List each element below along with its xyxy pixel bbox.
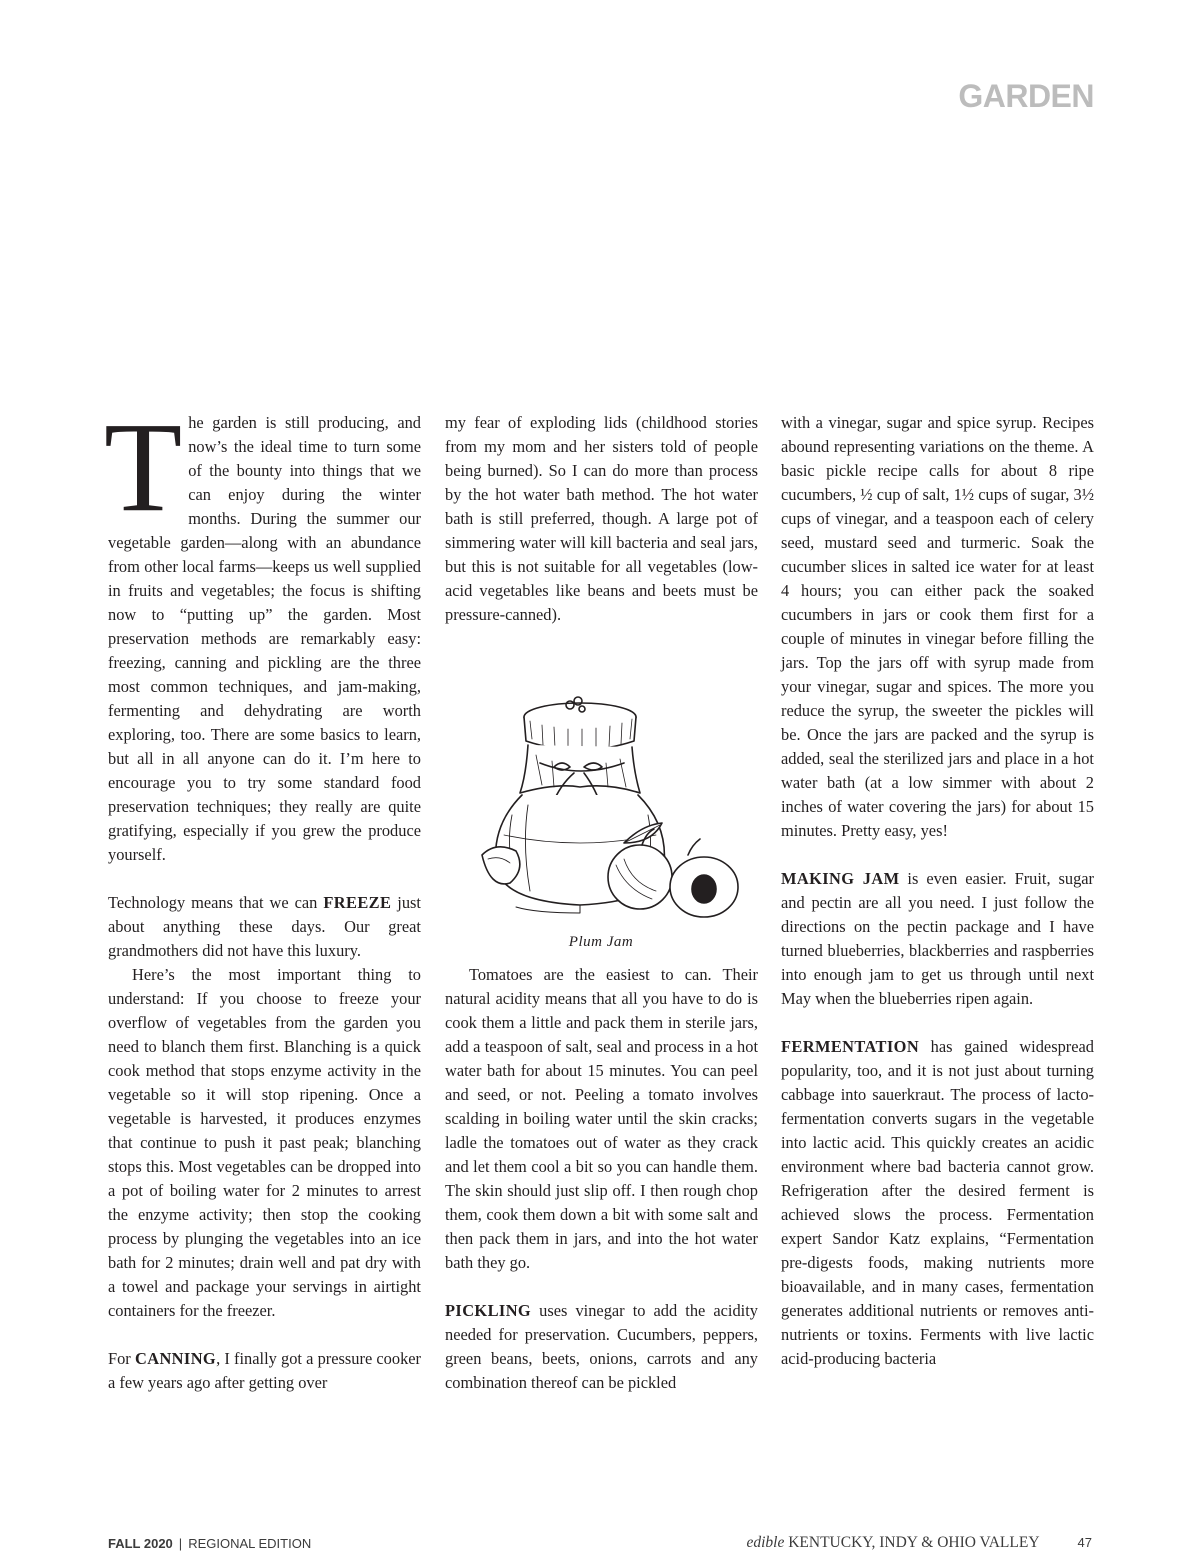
page-number: 47 xyxy=(1077,1535,1092,1550)
footer-brand: edible xyxy=(746,1534,785,1551)
making-jam-paragraph: MAKING JAM is even easier. Fruit, sugar and pectin are all you need. I just follow the directions on the pectin package and I have turned blueberries, blackberries and raspberries into enough jam to get us through until next May when the blueberries ripen again. xyxy=(781,869,1095,1008)
article-column-3 xyxy=(781,411,1094,1471)
pickling-continued-paragraph: with a vinegar, sugar and spice syrup. Recipes abound representing variations on the theme. A basic pickle recipe calls for about 8 ripe cucumbers, ½ cup of salt, 1½ cups of sugar, 3½ cups of vinegar, and a teaspoon each of celery seed, mustard seed and turmeric. Soak the cucumber slices in salted ice water for at least 4 hours; you can either pack the soaked cucumbers in jars or cook them first for a couple of minutes in vinegar before filling the jars. Top the jars off with syrup made from your vinegar, sugar and spices. The more you reduce the syrup, the sweeter the pickles will be. Once the jars are packed and the syrup is added, seal the sterilized jars and place in a hot water bath (at a low simmer with about 2 inches of water covering the jars) for about 15 minutes. Pretty easy, yes! xyxy=(781,413,1094,840)
canning-heading: CANNING xyxy=(134,1349,217,1368)
freeze-heading: FREEZE xyxy=(323,893,392,912)
canning-paragraph: For CANNING, I finally got a pressure cooker a few years ago after getting over xyxy=(108,1349,421,1392)
section-label: GARDEN xyxy=(958,78,1094,114)
canning-continued-paragraph: my fear of exploding lids (childhood stories from my mom and her sisters told of people being burned). So I can do more than process by the hot water bath method. The hot water bath is still preferred, though. A large pot of simmering water will kill bacteria and seal jars, but this is not suitable for all vegetables (low-acid vegetables like beans and beets must be pressure-canned). xyxy=(445,413,758,624)
footer-publication xyxy=(746,1532,1092,1554)
fermentation-heading: FERMENTATION xyxy=(781,1037,920,1056)
footer-season: FALL 2020 xyxy=(108,1536,173,1551)
intro-paragraph xyxy=(104,396,421,867)
freeze-paragraph: Technology means that we can FREEZE just about anything these days. Our great grandmothers did not have this luxury. xyxy=(108,893,421,960)
plum-jam-illustration xyxy=(456,655,746,965)
footer-publication-name: KENTUCKY, INDY & OHIO VALLEY xyxy=(788,1534,1040,1551)
footer-edition: REGIONAL EDITION xyxy=(188,1536,312,1551)
pickling-paragraph: PICKLING uses vinegar to add the acidity needed for preservation. Cucumbers, peppers, green beans, beets, onions, carrots and any combination thereof can be pickled xyxy=(445,1301,758,1392)
footer-separator: | xyxy=(178,1536,183,1551)
footer-issue xyxy=(108,1535,311,1553)
tomatoes-paragraph: Tomatoes are the easiest to can. Their natural acidity means that all you have to do is cook them a little and pack them in sterile jars, add a teaspoon of salt, seal and process in a hot water bath for about 15 minutes. You can peel and seed, or not. Peeling a tomato involves scalding in boiling water until the skin cracks; ladle the tomatoes out of water as they crack and let them cool a bit so you can handle them. The skin should just slip off. I then rough chop them, cook them down a bit with some salt and then pack them in jars, and into the hot water bath they go. xyxy=(445,965,758,1272)
drop-cap: T xyxy=(104,396,183,538)
intro-text: he garden is still producing, and now’s the ideal time to turn some of the bounty into things that we can enjoy during the winter months. During the summer our vegetable garden—along with an abundance from other local farms—keeps us well supplied in fruits and vegetables; the focus is shifting now to “putting up” the garden. Most preservation methods are remarkably easy: freezing, canning and pickling are the three most common techniques, and jam-making, fermenting and dehydrating are worth exploring, too. There are some basics to learn, but all in all anyone can do it. I’m here to encourage you to try some standard food preservation techniques; they really are quite gratifying, especially if you grew the produce yourself. xyxy=(108,413,421,864)
making-jam-heading: MAKING JAM xyxy=(781,869,900,888)
article-column-1 xyxy=(104,396,421,1471)
illustration-caption: Plum Jam xyxy=(568,934,634,950)
fermentation-paragraph: FERMENTATION has gained widespread popularity, too, and it is not just about turning cabbage into sauerkraut. The process of lacto-fermentation converts sugars in the vegetable into lactic acid. This quickly creates an acidic environment where bad bacteria cannot grow. Refrigeration after the desired ferment is achieved slows the process. Fermentation expert Sandor Katz explains, “Fermentation pre-digests foods, making nutrients more bioavailable, and in many cases, fermentation generates additional nutrients or removes anti-nutrients or toxins. Ferments with live lactic acid-producing bacteria xyxy=(781,1037,1094,1368)
pickling-heading: PICKLING xyxy=(445,1301,532,1320)
blanching-paragraph: Here’s the most important thing to understand: If you choose to freeze your overflow of vegetables from the garden you need to blanch them first. Blanching is a quick cook method that stops enzyme activity in the vegetable so it will stop ripening. Once a vegetable is harvested, it produces enzymes that continue to push it past peak; blanching stops this. Most vegetables can be dropped into a pot of boiling water for 2 minutes to arrest the enzyme activity; then stop the cooking process by plunging the vegetables into an ice bath for 2 minutes; drain well and pat dry with a towel and package your servings in airtight containers for the freezer. xyxy=(108,965,421,1320)
